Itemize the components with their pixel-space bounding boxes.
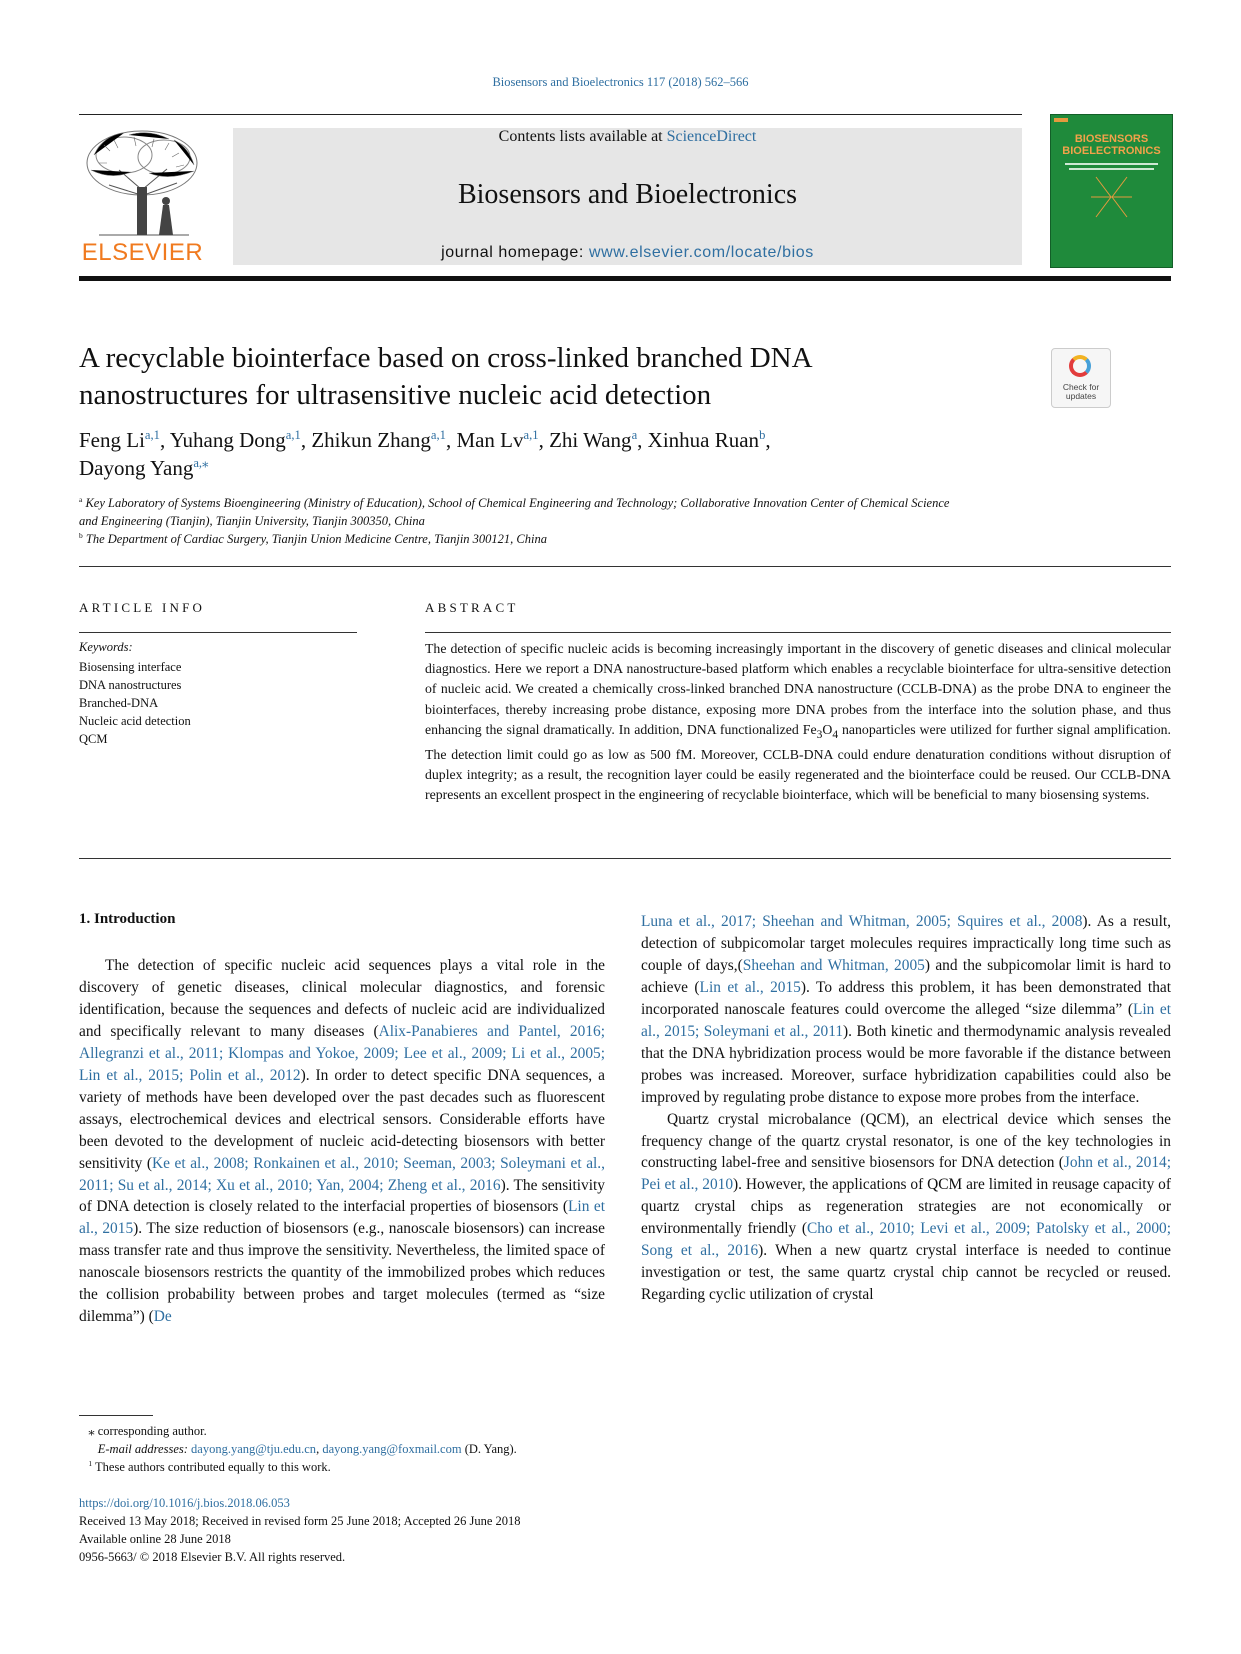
doi-link[interactable]: https://doi.org/10.1016/j.bios.2018.06.053 (79, 1496, 290, 1510)
author-affiliation-mark[interactable]: a (631, 428, 638, 442)
body-column-right (641, 911, 1171, 1306)
email-link[interactable]: dayong.yang@foxmail.com (322, 1442, 462, 1456)
author-list-continued (79, 456, 208, 481)
affiliation-b (79, 532, 547, 547)
author-affiliation-mark[interactable]: a,1 (144, 428, 160, 442)
citation-link[interactable]: Lin et al., 2015; Soleymani et al., 2011 (641, 1000, 1172, 1040)
running-header-citation[interactable]: Biosensors and Bioelectronics 117 (2018) 562–566 (492, 75, 749, 89)
author-affiliation-mark[interactable]: b (759, 428, 766, 442)
keyword-item: Biosensing interface (79, 660, 182, 674)
footnote-corresponding: ⁎ corresponding author. (88, 1424, 207, 1438)
affiliation-mark: b (79, 530, 83, 540)
intro-paragraph-1: The detection of specific nucleic acid sequences plays a vital role in the discovery of genetic diseases, clinical molecular diagnostics, and forensic identification, because the sequences and defects of nucleic acid are individualized and specifically relevant to many diseases (Alix-Panabieres and Pantel, 2016; Allegranzi et al., 2011; Klompas and Yokoe, 2009; Lee et al., 2009; Li et al., 2005; Lin et al., 2015; Polin et al., 2012). In order to detect specific DNA sequences, a variety of methods have been developed over the past decades such as fluorescent assays, electrochemical devices and electrical sensors. Considerable efforts have been devoted to the development of nucleic acid-detecting biosensors with better sensitivity (Ke et al., 2008; Ronkainen et al., 2010; Seeman, 2003; Soleymani et al., 2011; Su et al., 2014; Xu et al., 2010; Yan, 2004; Zheng et al., 2016). The sensitivity of DNA detection is closely related to the interfacial properties of biosensors (Lin et al., 2015). The size reduction of biosensors (e.g., nanoscale biosensors) can increase mass transfer rate and thus improve the sensitivity. Nevertheless, the limited space of nanoscale biosensors restricts the quantity of the immobilized probes which reduces the collision probability between probes and target molecules (termed as “size dilemma”) (De (79, 957, 605, 1326)
keyword-item: DNA nanostructures (79, 678, 182, 692)
homepage-prefix: journal homepage: (441, 244, 589, 261)
affiliation-text: The Department of Cardiac Surgery, Tianjin Union Medicine Centre, Tianjin 300121, China (85, 532, 547, 546)
author-name: Man Lv (456, 428, 524, 452)
citation-link[interactable]: Alix-Panabieres and Pantel, 2016; Allegranzi et al., 2011; Klompas and Yokoe, 2009; Lee et al., 2009; Li et al., 2005; Lin et al., 2015; Polin et al., 2012 (79, 1022, 605, 1084)
citation-link[interactable]: De (153, 1308, 172, 1326)
author-name: Xinhua Ruan (647, 428, 760, 452)
author-affiliation-mark[interactable]: a,1 (285, 428, 301, 442)
keywords-label: Keywords: (79, 640, 133, 654)
abstract-bottom-rule (79, 858, 1171, 859)
online-date: Available online 28 June 2018 (79, 1532, 231, 1546)
author-affiliation-mark[interactable]: a,1 (430, 428, 446, 442)
intro-paragraph-1-continued: Luna et al., 2017; Sheehan and Whitman, 2005; Squires et al., 2008). As a result, detection of subpicomolar target molecules requires impractically long time such as couple of days,(Sheehan and Whitman, 2005) and the subpicomolar limit is hard to achieve (Lin et al., 2015). To address this problem, it has been demonstrated that incorporated nanoscale features could overcome the alleged “size dilemma” (Lin et al., 2015; Soleymani et al., 2011). Both kinetic and thermodynamic analysis revealed that the DNA hybridization process would be more favorable if the distance between probes was increased. Moreover, surface hybridization capabilities could also be improved by regulating probe distance to expose more probes from the interface. (641, 913, 1172, 1106)
article-title (79, 340, 1009, 414)
body-column-left (79, 955, 605, 1328)
cover-graphic-icon (1051, 115, 1172, 267)
keyword-item: Branched-DNA (79, 696, 159, 710)
author-name: Zhikun Zhang (311, 428, 431, 452)
footnote-emails: E-mail addresses: dayong.yang@tju.edu.cn, dayong.yang@foxmail.com (D. Yang). (97, 1442, 517, 1456)
contents-line (233, 128, 1022, 146)
footnotes (79, 1422, 517, 1476)
author-list: Feng Li$^{a,1}$, Yuhang Dong$^{a,1}$, Zhikun Zhang$^{a,1}$, Man Lv$^{a,1}$, Zhi Wang$^a$, Xinhua Ruan$^b$, (79, 428, 771, 452)
abstract-heading: ABSTRACT (425, 600, 519, 615)
homepage-line (233, 244, 1022, 262)
article-info-rule (79, 632, 357, 633)
affiliation-text: Key Laboratory of Systems Bioengineering (Ministry of Education), School of Chemical Engineering and Technology; Collaborative Innovation Center of Chemical Science (85, 496, 950, 510)
author-name: Zhi Wang (549, 428, 632, 452)
author-name: Dayong Yang (79, 456, 194, 480)
article-title-line: A recyclable biointerface based on cross-linked branched DNA (79, 342, 813, 374)
introduction-heading: 1. Introduction (79, 911, 176, 927)
check-for-updates-button[interactable] (1051, 348, 1111, 408)
formula-fe3o4: $Fe_3O_4$ (802, 721, 839, 741)
footnote-rule (79, 1415, 153, 1416)
copyright-line: 0956-5663/ © 2018 Elsevier B.V. All rights reserved. (79, 1550, 346, 1564)
affiliation-a (79, 496, 949, 511)
citation-link[interactable]: Luna et al., 2017; Sheehan and Whitman, 2005; Squires et al., 2008 (641, 913, 1083, 930)
abstract-text-part: nanoparticles were utilized for further signal amplification. The detection limit could go as low as 500 fM. Moreover, CCLB-DNA could endure denaturation conditions without disruption of duplex integrity; as a result, the recognition layer could be easily regenerated and the biointerface could be reused. Our CCLB-DNA represents an excellent prospect in the engineering of recyclable biointerface, which will be beneficial to many biosensing systems. (425, 721, 1172, 803)
elsevier-logo[interactable] (79, 125, 206, 267)
affiliation-a-continued: and Engineering (Tianjin), Tianjin University, Tianjin 300350, China (79, 514, 425, 528)
abstract-rule (425, 632, 1171, 633)
homepage-url-link[interactable]: www.elsevier.com/locate/bios (588, 244, 814, 261)
author-affiliation-mark[interactable]: a,⁎ (193, 456, 209, 470)
article-title-line: nanostructures for ultrasensitive nucleic acid detection (79, 379, 712, 411)
footnote-equal-contribution: $^1$ These authors contributed equally to this work. (88, 1458, 331, 1474)
keyword-item: QCM (79, 732, 108, 746)
masthead-bottom-rule (79, 276, 1171, 281)
keywords-list (79, 658, 191, 748)
received-dates: Received 13 May 2018; Received in revised form 25 June 2018; Accepted 26 June 2018 (79, 1514, 521, 1528)
contents-prefix: Contents lists available at (498, 128, 667, 145)
footnote-mark: ⁎ (88, 1424, 95, 1438)
citation-link[interactable]: Lin et al., 2015 (699, 978, 801, 996)
footnote-mark: 1 (88, 1458, 93, 1468)
crossmark-icon (1069, 355, 1091, 377)
author-affiliation-mark[interactable]: a,1 (523, 428, 539, 442)
email-link[interactable]: dayong.yang@tju.edu.cn (191, 1442, 317, 1456)
section-divider (79, 566, 1171, 567)
sciencedirect-link[interactable]: ScienceDirect (666, 128, 757, 145)
elsevier-tree-icon (79, 125, 206, 237)
citation-link[interactable]: Ke et al., 2008; Ronkainen et al., 2010; Seeman, 2003; Soleymani et al., 2011; Su et al., 2014; Xu et al., 2010; Yan, 2004; Zheng et al., 2016 (79, 1154, 605, 1194)
abstract-text-part: The detection of specific nucleic acids is becoming increasingly important in the discovery of genetic diseases and clinical molecular diagnostics. Here we report a DNA nanostructure-based platform which enables a recyclable biointerface for ultra-sensitive detection of nucleic acid. We created a chemically cross-linked branched DNA nanostructure (CCLB-DNA) as the probe DNA to engineer the biointerfaces, thereby increasing probe distance, exposing more DNA probes from the interface into the solution phase, and thus enhancing the signal dramatically. In addition, DNA functionalized (425, 641, 1171, 737)
check-for-updates-label: Check for updates (1062, 382, 1100, 401)
article-info-heading: ARTICLE INFO (79, 600, 206, 615)
masthead-banner (233, 128, 1022, 265)
citation-link[interactable]: Cho et al., 2010; Levi et al., 2009; Patolsky et al., 2000; Song et al., 2016 (641, 1220, 1172, 1260)
masthead-top-rule (79, 114, 1022, 115)
email-label: E-mail addresses: (97, 1442, 188, 1456)
author-name: Feng Li (79, 428, 145, 452)
intro-paragraph-2: Quartz crystal microbalance (QCM), an electrical device which senses the frequency change of the quartz crystal resonator, is one of the key technologies in constructing label-free and sensitive biosensors for DNA detection (John et al., 2014; Pei et al., 2010). However, the applications of QCM are limited in reusage capacity of quartz crystal chips as regeneration strategies are not economically or environmentally friendly (Cho et al., 2010; Levi et al., 2009; Patolsky et al., 2000; Song et al., 2016). When a new quartz crystal interface is needed to continue investigation or test, the same quartz crystal chip cannot be recycled or reused. Regarding cyclic utilization of crystal (641, 1110, 1172, 1304)
abstract-text (425, 639, 1171, 805)
publication-info (79, 1494, 521, 1566)
cover-title: BIOSENSORS BIOELECTRONICS (1062, 133, 1161, 157)
elsevier-wordmark: ELSEVIER (81, 239, 204, 266)
author-name: Yuhang Dong (169, 428, 286, 452)
citation-link[interactable]: Lin et al., 2015 (79, 1198, 605, 1238)
citation-link[interactable]: Sheehan and Whitman, 2005 (742, 956, 925, 974)
journal-title: Biosensors and Bioelectronics (457, 179, 798, 210)
citation-link[interactable]: John et al., 2014; Pei et al., 2010 (641, 1154, 1171, 1194)
affiliation-mark: a (79, 494, 83, 504)
journal-cover-thumbnail[interactable] (1050, 114, 1173, 268)
keyword-item: Nucleic acid detection (79, 714, 191, 728)
